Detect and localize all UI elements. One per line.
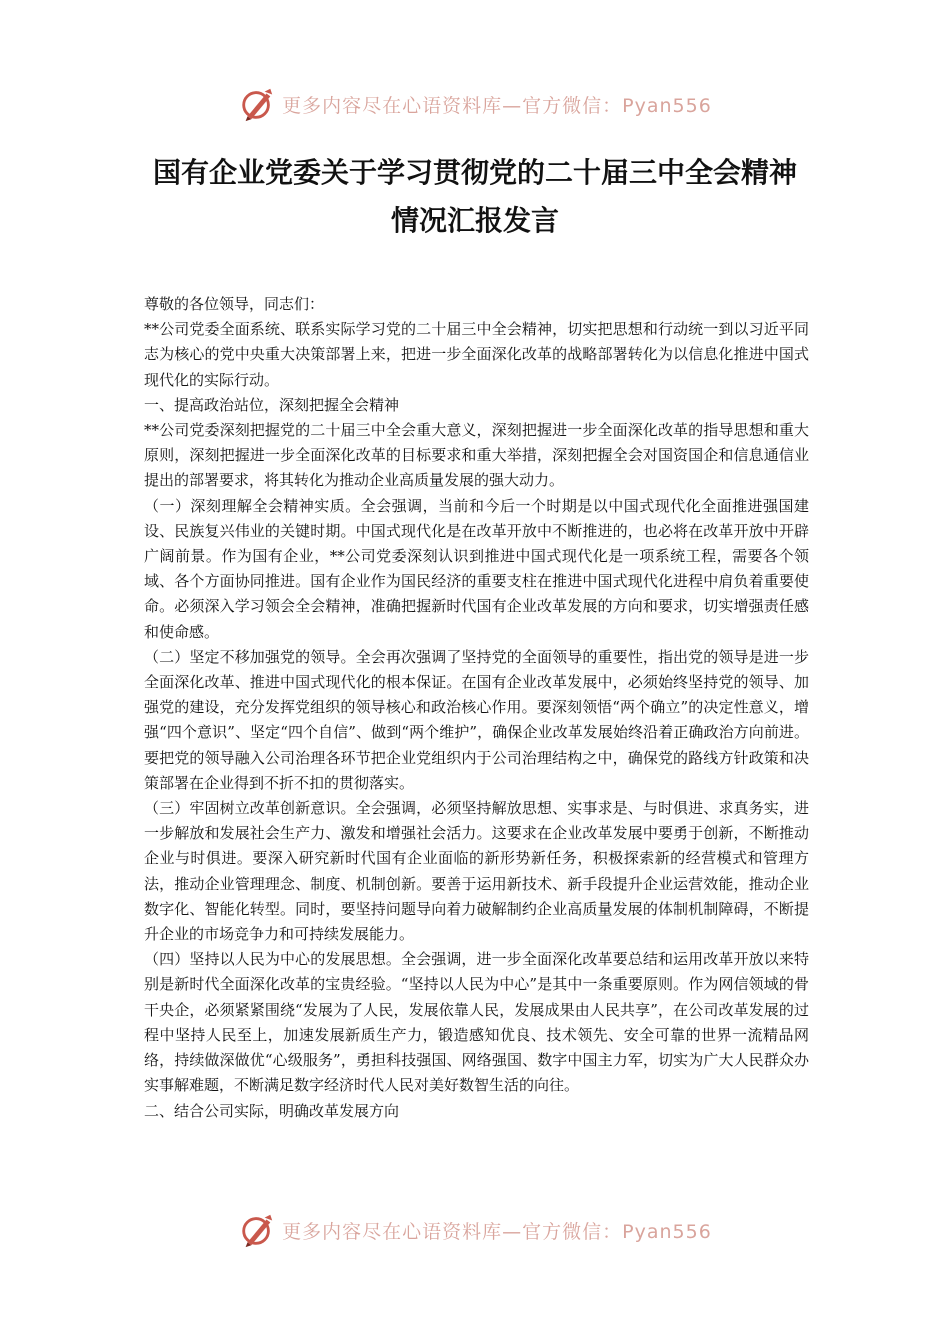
paragraph: （四）坚持以人民为中心的发展思想。全会强调，进一步全面深化改革要总结和运用改革开放以来特别是新时代全面深化改革的宝贵经验。“坚持以人民为中心”是其中一条重要原则。作为网信领域的骨干央企，必须紧紧围绕“发展为了人民，发展依靠人民，发展成果由人民共享”，在公司改革发展的过程中坚持人民至上，加速发展新质生产力，锻造感知优良、技术领先、安全可靠的世界一流精品网络，持续做深做优“心级服务”，勇担科技强国、网络强国、数字中国主力军，切实为广大人民群众办实事解难题，不断满足数字经济时代人民对美好数智生活的向往。 (144, 950, 809, 1095)
paragraph: （三）牢固树立改革创新意识。全会强调，必须坚持解放思想、实事求是、与时俱进、求真务实，进一步解放和发展社会生产力、激发和增强社会活力。这要求在企业改革发展中要勇于创新，不断推动企业与时俱进。要深入研究新时代国有企业面临的新形势新任务，积极探索新的经营模式和管理方法，推动企业管理理念、制度、机制创新。要善于运用新技术、新手段提升企业运营效能，推动企业数字化、智能化转型。同时，要坚持问题导向着力破解制约企业高质量发展的体制机制障碍，不断提升企业的市场竞争力和可持续发展能力。 (144, 799, 809, 944)
watermark-banner-top (0, 84, 950, 124)
document-title-line-2: 情况汇报发言 (390, 204, 559, 237)
paragraph: （一）深刻理解全会精神实质。全会强调，当前和今后一个时期是以中国式现代化全面推进强国建设、民族复兴伟业的关键时期。中国式现代化是在改革开放中不断推进的，也必将在改革开放中开辟广阔前景。作为国有企业，**公司党委深刻认识到推进中国式现代化是一项系统工程，需要各个领域、各个方面协同推进。国有企业作为国民经济的重要支柱在推进中国式现代化进程中肩负着重要使命。必须深入学习领会全会精神，准确把握新时代国有企业改革发展的方向和要求，切实增强责任感和使命感。 (144, 496, 809, 641)
section-heading: 二、结合公司实际，明确改革发展方向 (144, 1101, 400, 1120)
pen-logo-icon (238, 85, 276, 123)
pen-logo-icon (238, 1211, 276, 1249)
document-body (144, 292, 809, 1124)
section-heading: 一、提高政治站位，深刻把握全会精神 (144, 395, 400, 414)
document-title-line-1: 国有企业党委关于学习贯彻党的二十届三中全会精神 (152, 156, 797, 189)
salutation: 尊敬的各位领导，同志们： (144, 295, 325, 313)
watermark-text: 更多内容尽在心语资料库—官方微信：Pyan556 (282, 94, 712, 117)
watermark-banner-bottom (0, 1210, 950, 1250)
paragraph: **公司党委深刻把握党的二十届三中全会重大意义，深刻把握进一步全面深化改革的指导思想和重大原则，深刻把握进一步全面深化改革的目标要求和重大举措，深刻把握全会对国资国企和信息通信业提出的部署要求，将其转化为推动企业高质量发展的强大动力。 (144, 421, 809, 490)
paragraph: （二）坚定不移加强党的领导。全会再次强调了坚持党的全面领导的重要性，指出党的领导是进一步全面深化改革、推进中国式现代化的根本保证。在国有企业改革发展中，必须始终坚持党的领导、加强党的建设，充分发挥党组织的领导核心和政治核心作用。要深刻领悟“两个确立”的决定性意义，增强“四个意识”、坚定“四个自信”、做到“两个维护”，确保企业改革发展始终沿着正确政治方向前进。要把党的领导融入公司治理各环节把企业党组织内于公司治理结构之中，确保党的路线方针政策和决策部署在企业得到不折不扣的贯彻落实。 (144, 647, 809, 792)
watermark-text: 更多内容尽在心语资料库—官方微信：Pyan556 (282, 1220, 712, 1243)
paragraph: **公司党委全面系统、联系实际学习党的二十届三中全会精神，切实把思想和行动统一到以习近平同志为核心的党中央重大决策部署上来，把进一步全面深化改革的战略部署转化为以信息化推进中国式现代化的实际行动。 (144, 320, 809, 389)
